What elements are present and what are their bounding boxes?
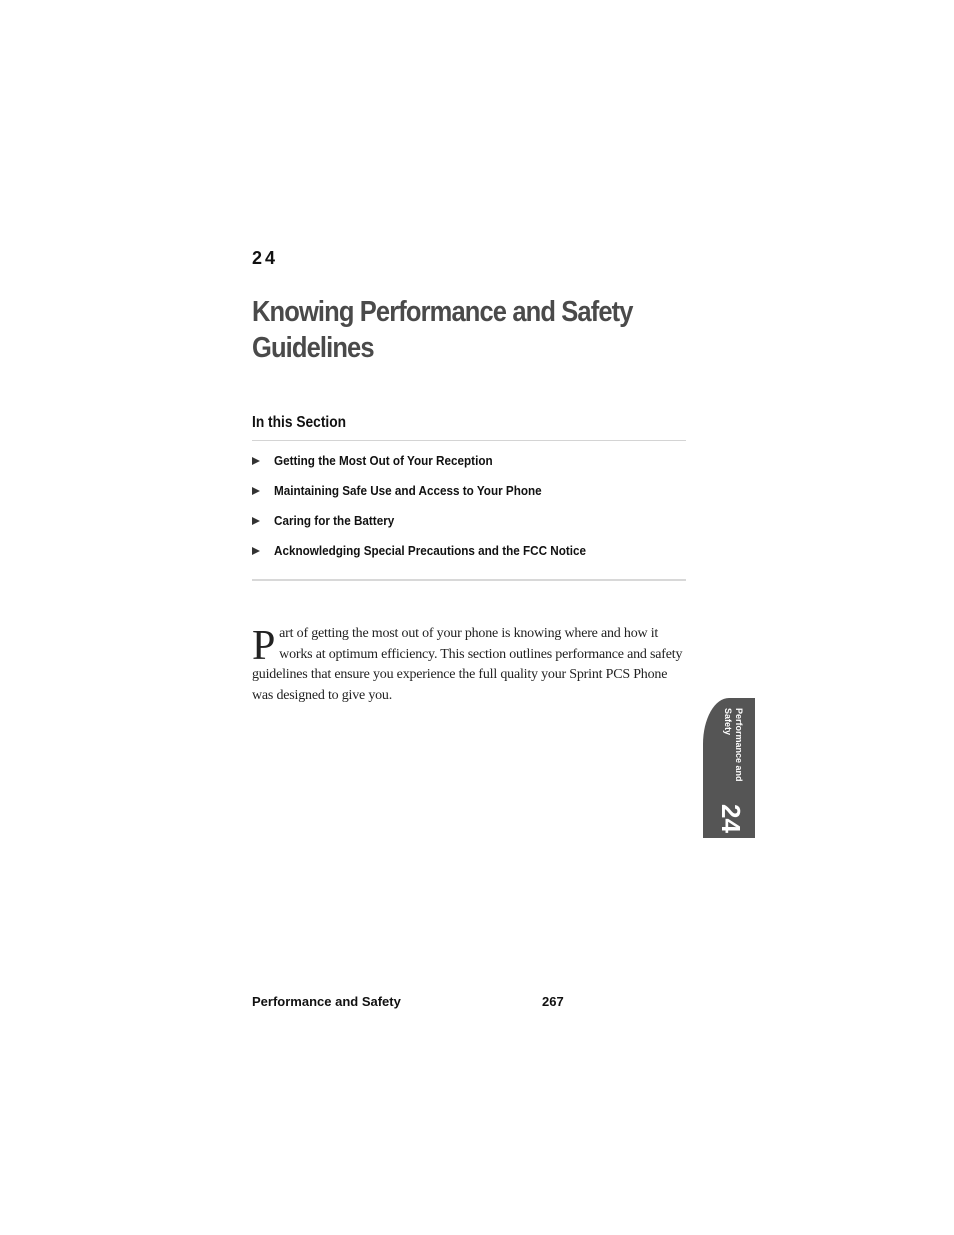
side-tab-number: 24 — [716, 804, 746, 833]
divider-bottom — [252, 579, 686, 581]
drop-cap: P — [252, 623, 276, 669]
section-heading: In this Section — [252, 414, 347, 431]
side-tab-label: Performance and Safety — [723, 708, 744, 782]
triangle-bullet-icon — [252, 517, 260, 525]
list-item-label: Getting the Most Out of Your Reception — [274, 453, 493, 468]
triangle-bullet-icon — [252, 487, 260, 495]
triangle-bullet-icon — [252, 457, 260, 465]
page-number: 267 — [542, 994, 564, 1009]
list-item-label: Acknowledging Special Precautions and the FCC Notice — [274, 543, 587, 558]
triangle-bullet-icon — [252, 547, 260, 555]
footer-section-name: Performance and Safety — [252, 994, 401, 1009]
list-item-label: Caring for the Battery — [274, 513, 395, 528]
intro-paragraph — [252, 624, 686, 706]
list-item-label: Maintaining Safe Use and Access to Your Phone — [274, 483, 542, 498]
divider-top — [252, 440, 686, 441]
page-title: Knowing Performance and Safety Guidelines — [252, 296, 633, 364]
intro-text: art of getting the most out of your phone is knowing where and how it works at optimum efficiency. This section outlines performance and safety guidelines that ensure you experience the full quality your Sprint PCS Phone was designed to give you. — [252, 626, 683, 703]
chapter-number: 24 — [252, 248, 279, 268]
